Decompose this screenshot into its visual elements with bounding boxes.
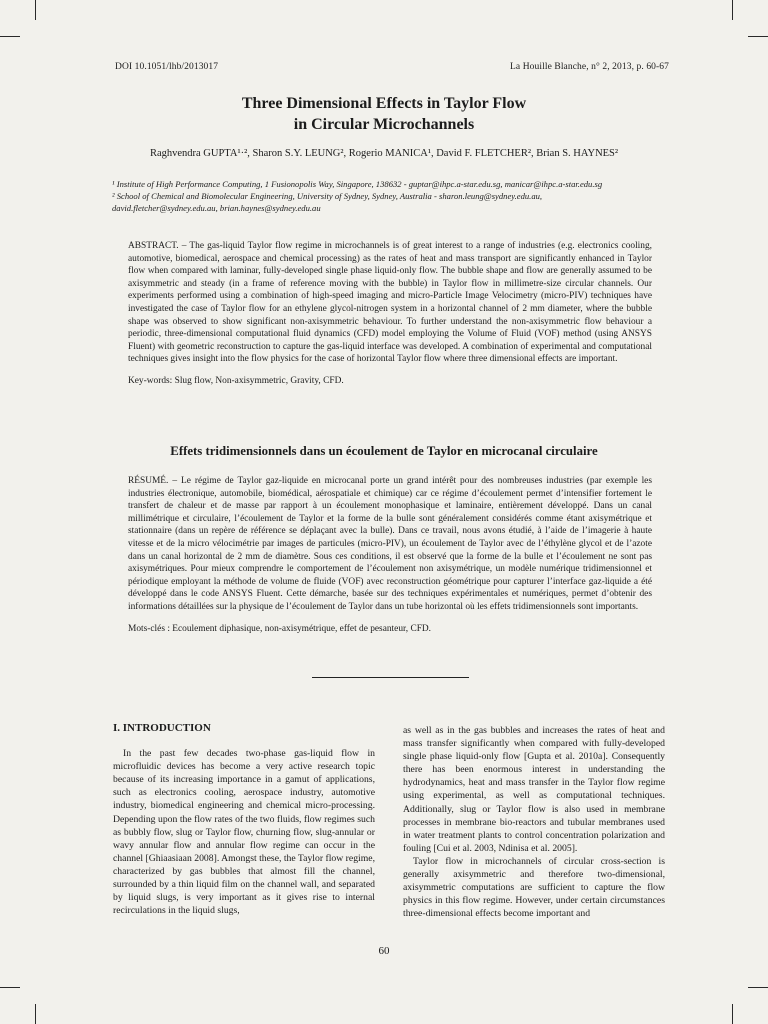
- crop-mark: [748, 987, 768, 988]
- left-column: [113, 722, 375, 917]
- page-number: 60: [378, 945, 390, 957]
- french-title: Effets tridimensionnels dans un écoulement de Taylor en microcanal circulaire: [170, 444, 598, 458]
- right-column: [403, 724, 665, 920]
- resume-text: RÉSUMÉ. – Le régime de Taylor gaz-liquide en microcanal porte un grand intérêt pour des nombreuses industries (par exemple les industries électronique, automobile, biomédical, aérospatiale et chimique) car ce régime d’écoulement permet d’intensifier fortement le transfert de chaleur et de masse par rapport à un écoulement monophasique et laminaire, entièrement développé. Dans un canal millimétrique et circulaire, l’écoulement de Taylor et la forme de la bulle sont généralement considérés comme étant axisymétrique et stationnaire (dans un repère de référence se déplaçant avec la bulle). Dans ce travail, nous avons étudié, à l’aide de l’imagerie à haute vitesse et de la micro vélocimétrie par images de particules (micro-PIV), un écoulement de Taylor avec de l’éthylène glycol et de l’azote dans un canal horizontal de 2 mm de diamètre. Sous ces conditions, il est observé que la forme de la bulle et l’écoulement ne sont pas axisymétriques. Pour mieux comprendre le comportement de l’écoulement non axisymétrique, un modèle numérique tridimensionnel et périodique employant la méthode de volume de fluide (VOF) avec reconstruction géométrique pour capturer l’interface gaz-liquide a été développé dans le code ANSYS Fluent. Cette démarche, basée sur des techniques expérimentales et numériques, permet d’obtenir des informations détaillées sur la physique de l’écoulement de Taylor dans un tube horizontal où les effets tridimensionnels sont importants.: [128, 476, 652, 612]
- abstract-text: ABSTRACT. – The gas-liquid Taylor flow regime in microchannels is of great interest to a range of industries (e.g. electronics cooling, automotive, biomedical, aerospace and chemical processing) as the rates of heat and mass transport are significantly enhanced in Taylor flow when compared with laminar, fully-developed single phase liquid-only flow. The bubble shape and flow are generally assumed to be axisymmetric and steady (in a frame of reference moving with the bubble) in Taylor flow in millimetre-size circular channels. Our experiments performed using a combination of high-speed imaging and micro-Particle Image Velocimetry (micro-PIV) techniques have investigated the case of Taylor flow for an ethylene glycol-nitrogen system in a horizontal channel of 2 mm diameter, where the bubble shape was observed to show significant non-axisymmetric behaviour. To further understand the non-axisymmetric flow behaviour a periodic, three-dimensional computational fluid dynamics (CFD) model employing the Volume of Fluid (VOF) method (using ANSYS Fluent) with geometric reconstruction to capture the gas-liquid interface was developed. A combination of experimental and computational techniques gives insight into the flow physics for the case of horizontal Taylor flow where three dimensional effects are important.: [128, 241, 652, 365]
- title-line-1: Three Dimensional Effects in Taylor Flow: [241, 95, 527, 112]
- resume-keywords: Mots-clés : Ecoulement diphasique, non-axisymétrique, effet de pesanteur, CFD.: [128, 623, 432, 634]
- intro-paragraph-1: In the past few decades two-phase gas-liquid flow in microfluidic devices has become a very active research topic because of its increasing importance in a gamut of applications, such as electronics cooling, aerospace industry, automotive industry, biomedical engineering and chemical micro-processing. Depending upon the flow rates of the two fluids, flow regimes such as bubbly flow, slug or Taylor flow, churning flow, slug-annular or wavy annular flow and annular flow regime can occur in the channel [Ghiaasiaan 2008]. Amongst these, the Taylor flow regime, characterized by gas bubbles that almost fill the channel, surrounded by a thin liquid film on the channel wall, and separated by liquid slugs, is very important as it gives rise to internal recirculations in the liquid slugs,: [113, 748, 375, 917]
- crop-mark: [732, 0, 733, 20]
- affiliations: [112, 178, 672, 214]
- abstract-block: [128, 240, 652, 388]
- affiliation-2: ² School of Chemical and Biomolecular Engineering, University of Sydney, Sydney, Australia - sharon.leung@sydney.edu.au,: [112, 191, 543, 201]
- affiliation-1: ¹ Institute of High Performance Computing, 1 Fusionopolis Way, Singapore, 138632 - guptar@ihpc.a-star.edu.sg, manicar@ihpc.a-star.edu.sg: [112, 179, 603, 189]
- crop-mark: [35, 0, 36, 20]
- section-divider: [312, 677, 469, 678]
- doi-header: DOI 10.1051/lhb/2013017: [115, 62, 219, 72]
- title-line-2: in Circular Microchannels: [293, 116, 475, 133]
- abstract-keywords: Key-words: Slug flow, Non-axisymmetric, Gravity, CFD.: [128, 375, 344, 386]
- crop-mark: [732, 1004, 733, 1024]
- introduction-heading: I. INTRODUCTION: [113, 722, 211, 734]
- crop-mark: [35, 1004, 36, 1024]
- intro-paragraph-2: as well as in the gas bubbles and increases the rates of heat and mass transfer significantly when compared with fully-developed single phase liquid-only flow [Gupta et al. 2010a]. Consequently there has been enormous interest in understanding the hydrodynamics, heat and mass transfer in the Taylor flow regime using experimental, as well as computational techniques. Additionally, slug or Taylor flow is also used in membrane processes in membrane bio-reactors and tubular membranes used in water treatment plants to control concentration polarization and fouling [Cui et al. 2003, Ndinisa et al. 2005].: [403, 725, 665, 854]
- intro-paragraph-3: Taylor flow in microchannels of circular cross-section is generally axisymmetric and therefore two-dimensional, axisymmetric computations are sufficient to capture the flow physics in this flow regime. However, under certain circumstances three-dimensional effects become important and: [403, 855, 665, 920]
- crop-mark: [748, 36, 768, 37]
- crop-mark: [0, 987, 20, 988]
- crop-mark: [0, 36, 20, 37]
- resume-block: [128, 475, 652, 635]
- affiliation-3: david.fletcher@sydney.edu.au, brian.haynes@sydney.edu.au: [112, 203, 321, 213]
- author-list: Raghvendra GUPTA¹·², Sharon S.Y. LEUNG², Rogerio MANICA¹, David F. FLETCHER², Brian S. HAYNES²: [149, 148, 619, 159]
- journal-header: La Houille Blanche, n° 2, 2013, p. 60-67: [510, 62, 669, 72]
- paper-title: [0, 93, 768, 135]
